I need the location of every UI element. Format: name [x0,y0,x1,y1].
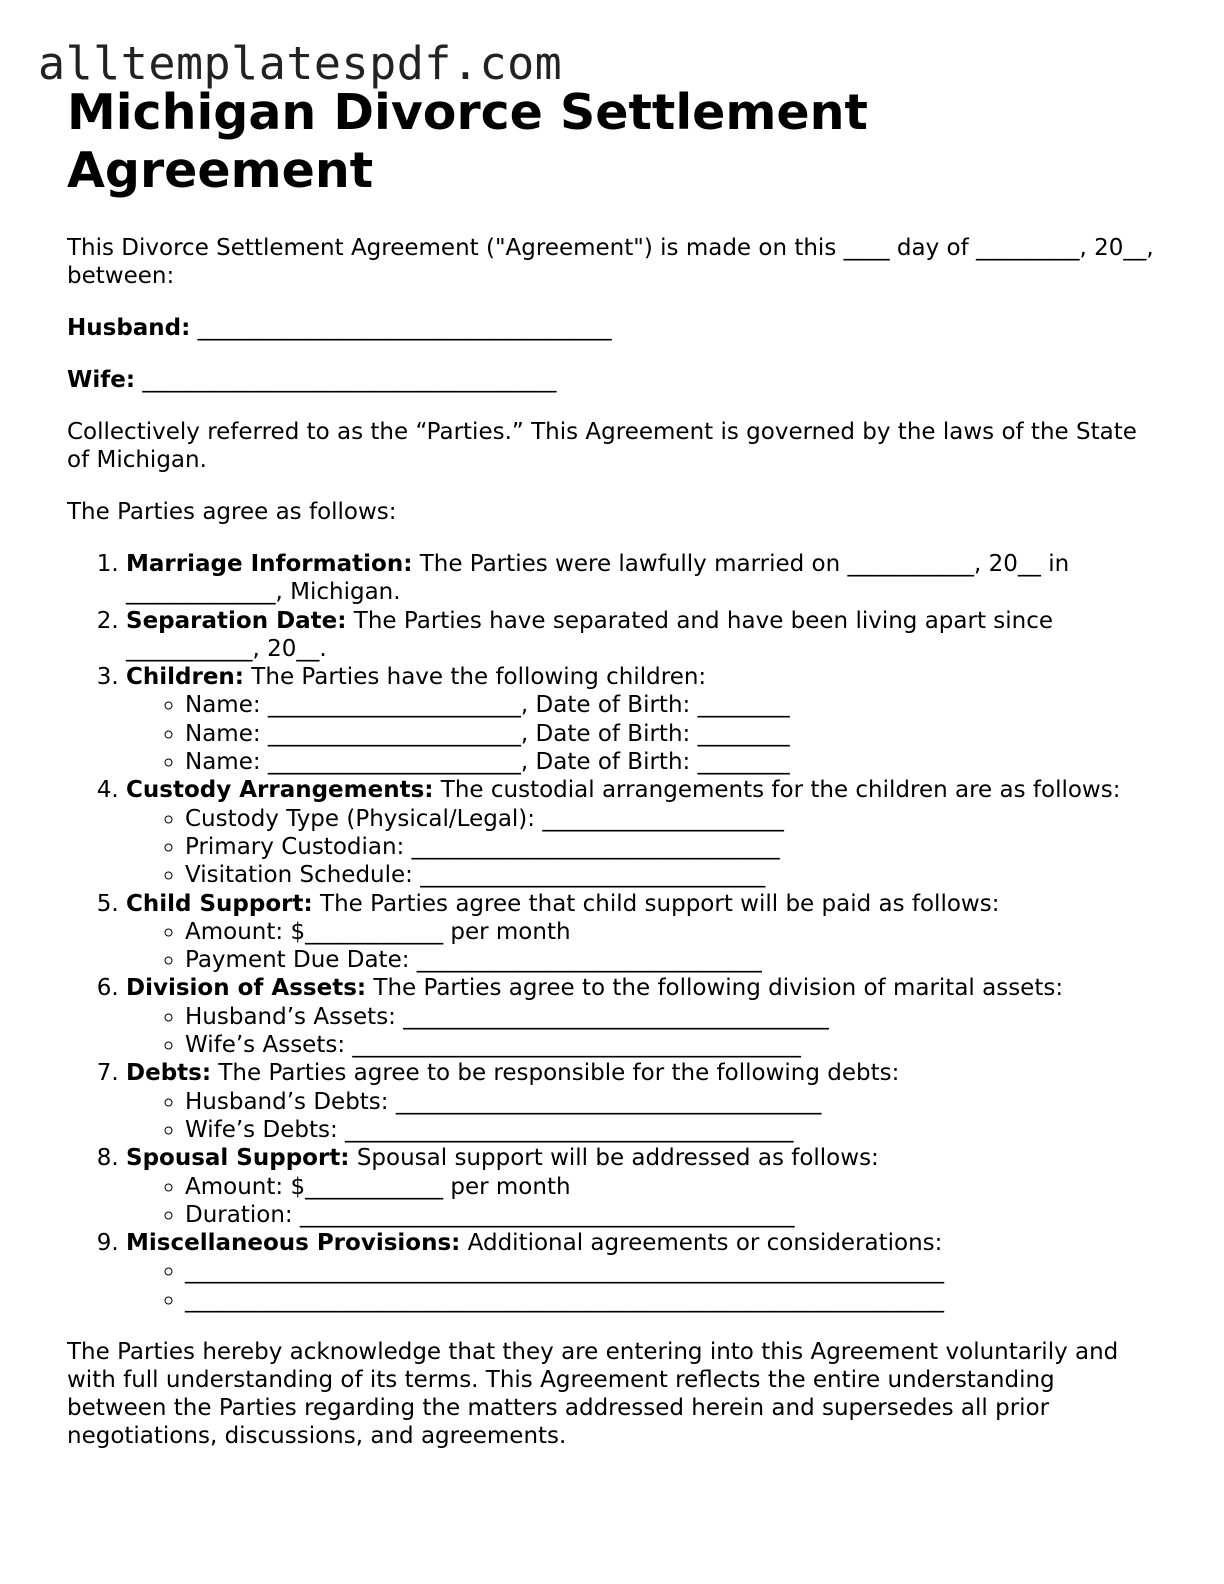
payment-due-date-field[interactable]: ◦ Payment Due Date: ______________________________ [185,946,1157,974]
child-support-amount-field[interactable]: ◦ Amount: $____________ per month [185,918,1157,946]
husband-label: Husband: [67,315,191,341]
assets-sublist [126,1003,1157,1060]
collective-paragraph: Collectively referred to as the “Parties.” This Agreement is governed by the laws of the State of Michigan. [67,419,1137,473]
term-label: Marriage Information: [126,551,413,577]
terms-list [67,550,1157,1314]
custody-type-field[interactable]: ◦ Custody Type (Physical/Legal): _____________________ [185,805,1157,833]
term-label: Separation Date: [126,607,347,634]
husband-assets-field[interactable]: ◦ Husband’s Assets: _____________________________________ [185,1003,1157,1031]
primary-custodian-field[interactable]: ◦ Primary Custodian: ________________________________ [185,833,1157,861]
term-text: The Parties agree that child support will be paid as follows: [312,890,1000,917]
term-text: The Parties agree to the following division of marital assets: [366,975,1064,1002]
wife-label: Wife: [67,367,136,393]
term-custody [126,776,1157,889]
term-label: Miscellaneous Provisions: [126,1230,461,1257]
husband-blank[interactable]: ____________________________________ [197,315,612,341]
closing-paragraph: The Parties hereby acknowledge that they are entering into this Agreement voluntarily and with full understanding of its terms. This Agreement reflects the entire understanding between the Parties regarding the matters addressed herein and supersedes all prior negotiations, discussions, and agreements. [67,1339,1119,1450]
misc-field[interactable]: ◦ __________________________________________________________________ [185,1257,1157,1285]
children-sublist [126,691,1157,776]
term-assets [126,974,1157,1059]
visitation-schedule-field[interactable]: ◦ Visitation Schedule: ______________________________ [185,861,1157,889]
term-text: The Parties have the following children: [244,664,707,691]
misc-sublist [126,1257,1157,1314]
term-marriage [126,550,1157,607]
term-label: Spousal Support: [126,1145,350,1172]
term-label: Children: [126,664,244,691]
intro-paragraph: This Divorce Settlement Agreement ("Agreement") is made on this ____ day of _________, 20__, between: [67,235,1154,289]
term-spousal-support [126,1144,1157,1229]
term-misc [126,1229,1157,1314]
child-entry[interactable]: ◦ Name: ______________________, Date of Birth: ________ [185,720,1157,748]
document-title: Michigan Divorce Settlement Agreement [67,84,868,199]
document-page [67,84,1157,1474]
child-entry[interactable]: ◦ Name: ______________________, Date of Birth: ________ [185,748,1157,776]
spousal-sublist [126,1173,1157,1230]
misc-field[interactable]: ◦ __________________________________________________________________ [185,1286,1157,1314]
term-text: The Parties have separated and have been living apart since ___________, 20__. [126,607,1054,662]
term-text: Additional agreements or considerations: [460,1230,943,1257]
term-text: The Parties were lawfully married on ___________, 20__ in _____________, Michigan. [126,551,1070,606]
term-label: Custody Arrangements: [126,777,434,804]
term-separation [126,607,1157,664]
spousal-duration-field[interactable]: ◦ Duration: ___________________________________________ [185,1201,1157,1229]
wife-debts-field[interactable]: ◦ Wife’s Debts: _______________________________________ [185,1116,1157,1144]
wife-line [67,366,1157,394]
term-child-support [126,890,1157,975]
term-debts [126,1059,1157,1144]
custody-sublist [126,805,1157,890]
term-label: Division of Assets: [126,975,367,1002]
watermark: alltemplatespdf.com [38,37,563,90]
child-entry[interactable]: ◦ Name: ______________________, Date of Birth: ________ [185,691,1157,719]
term-children [126,663,1157,776]
child-support-sublist [126,918,1157,975]
term-label: Child Support: [126,890,313,917]
spousal-amount-field[interactable]: ◦ Amount: $____________ per month [185,1173,1157,1201]
agree-intro: The Parties agree as follows: [67,499,397,525]
term-text: Spousal support will be addressed as follows: [349,1145,879,1172]
term-text: The custodial arrangements for the children are as follows: [433,777,1121,804]
wife-blank[interactable]: ____________________________________ [142,367,557,393]
term-text: The Parties agree to be responsible for the following debts: [211,1060,900,1087]
debts-sublist [126,1088,1157,1145]
husband-debts-field[interactable]: ◦ Husband’s Debts: _____________________________________ [185,1088,1157,1116]
husband-line [67,314,1157,342]
term-label: Debts: [126,1060,212,1087]
wife-assets-field[interactable]: ◦ Wife’s Assets: _______________________________________ [185,1031,1157,1059]
